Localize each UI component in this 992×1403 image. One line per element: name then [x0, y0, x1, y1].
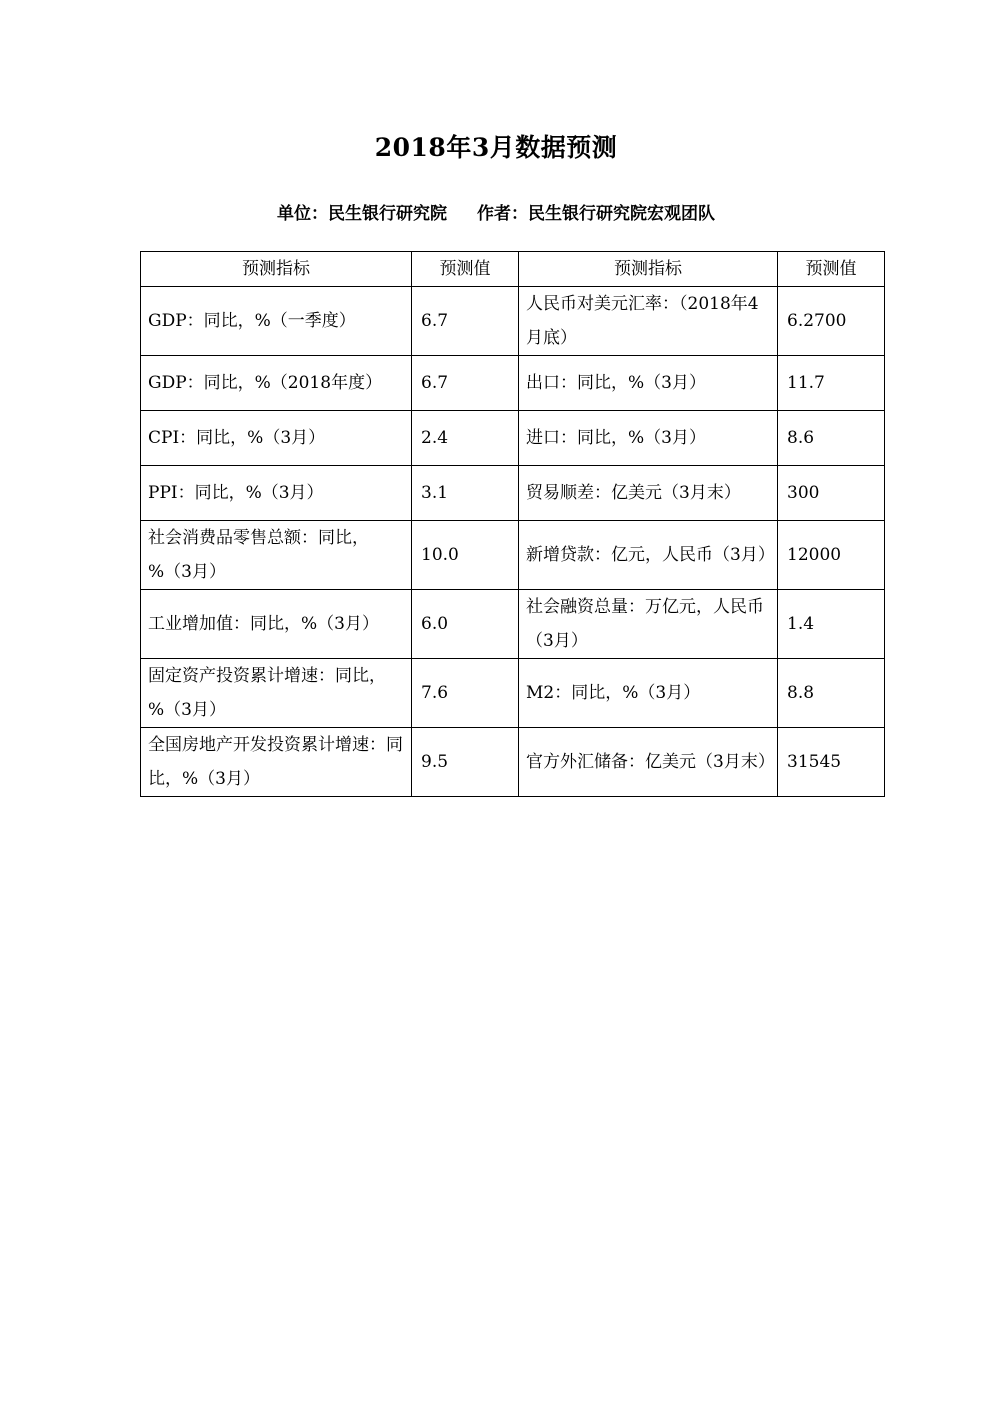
- header-indicator-left: 预测指标: [141, 252, 412, 287]
- indicator-cell: 工业增加值：同比，%（3月）: [141, 590, 412, 659]
- indicator-cell: CPI：同比，%（3月）: [141, 411, 412, 466]
- indicator-cell: 社会消费品零售总额：同比，%（3月）: [141, 521, 412, 590]
- value-cell: 12000: [778, 521, 885, 590]
- table-row: [141, 411, 885, 466]
- indicator-cell: GDP：同比，%（2018年度）: [141, 356, 412, 411]
- value-cell: 31545: [778, 728, 885, 797]
- value-cell: 11.7: [778, 356, 885, 411]
- value-cell: 2.4: [412, 411, 519, 466]
- table-row: [141, 590, 885, 659]
- value-cell: 9.5: [412, 728, 519, 797]
- forecast-table: [140, 251, 885, 797]
- author-label: 作者：民生银行研究院宏观团队: [477, 204, 715, 224]
- value-cell: 3.1: [412, 466, 519, 521]
- table-header-row: [141, 252, 885, 287]
- document-subtitle: [0, 199, 992, 224]
- value-cell: 6.7: [412, 287, 519, 356]
- indicator-cell: 出口：同比，%（3月）: [519, 356, 778, 411]
- indicator-cell: 固定资产投资累计增速：同比，%（3月）: [141, 659, 412, 728]
- unit-label: 单位：民生银行研究院: [277, 204, 447, 224]
- value-cell: 6.0: [412, 590, 519, 659]
- indicator-cell: PPI：同比，%（3月）: [141, 466, 412, 521]
- indicator-cell: 官方外汇储备：亿美元（3月末）: [519, 728, 778, 797]
- indicator-cell: 全国房地产开发投资累计增速：同比，%（3月）: [141, 728, 412, 797]
- header-value-right: 预测值: [778, 252, 885, 287]
- value-cell: 6.2700: [778, 287, 885, 356]
- indicator-cell: 社会融资总量：万亿元，人民币（3月）: [519, 590, 778, 659]
- table-row: [141, 356, 885, 411]
- indicator-cell: 进口：同比，%（3月）: [519, 411, 778, 466]
- value-cell: 6.7: [412, 356, 519, 411]
- document-title: 2018年3月数据预测: [374, 133, 618, 162]
- value-cell: 8.6: [778, 411, 885, 466]
- indicator-cell: 新增贷款：亿元，人民币（3月）: [519, 521, 778, 590]
- value-cell: 7.6: [412, 659, 519, 728]
- table-row: [141, 728, 885, 797]
- table-row: [141, 521, 885, 590]
- indicator-cell: M2：同比，%（3月）: [519, 659, 778, 728]
- value-cell: 8.8: [778, 659, 885, 728]
- header-indicator-right: 预测指标: [519, 252, 778, 287]
- table-row: [141, 659, 885, 728]
- indicator-cell: 人民币对美元汇率：（2018年4月底）: [519, 287, 778, 356]
- value-cell: 1.4: [778, 590, 885, 659]
- value-cell: 300: [778, 466, 885, 521]
- table-row: [141, 287, 885, 356]
- value-cell: 10.0: [412, 521, 519, 590]
- indicator-cell: GDP：同比，%（一季度）: [141, 287, 412, 356]
- header-value-left: 预测值: [412, 252, 519, 287]
- table-row: [141, 466, 885, 521]
- indicator-cell: 贸易顺差：亿美元（3月末）: [519, 466, 778, 521]
